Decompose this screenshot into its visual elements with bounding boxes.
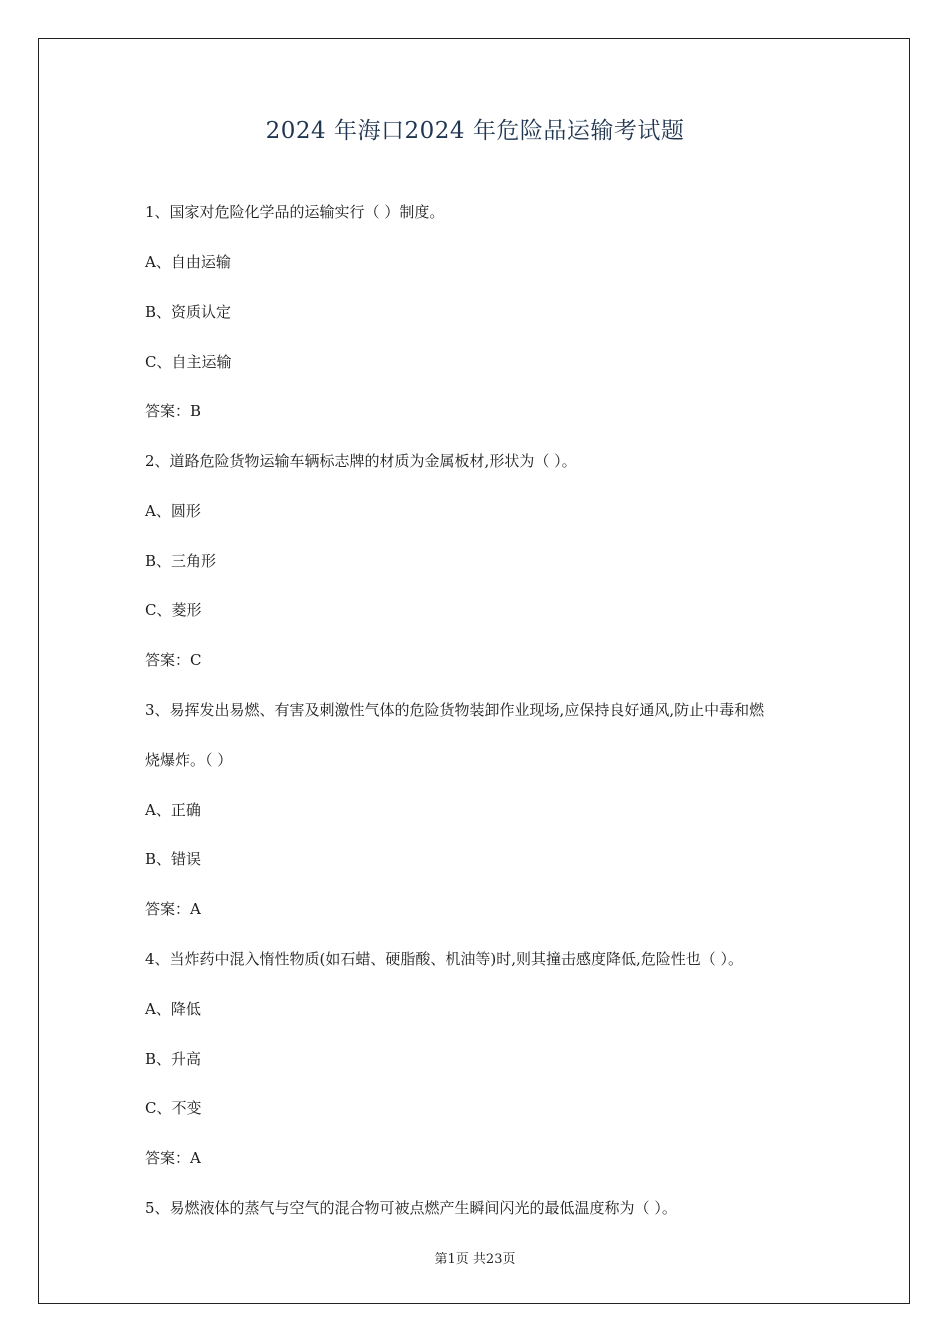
question-2-option-c: C、菱形	[145, 601, 202, 619]
question-4-option-b: B、升高	[145, 1050, 202, 1068]
question-3-answer: 答案：A	[145, 900, 201, 918]
question-1-text: 1、国家对危险化学品的运输实行（ ）制度。	[145, 203, 445, 221]
question-3-option-a: A、正确	[145, 801, 201, 819]
question-1-option-c: C、自主运输	[145, 353, 232, 371]
question-2-answer: 答案：C	[145, 651, 202, 669]
question-1-option-a: A、自由运输	[145, 253, 231, 271]
question-4-option-a: A、降低	[145, 1000, 201, 1018]
document-title: 2024 年海口2024 年危险品运输考试题	[265, 118, 685, 144]
question-2-option-b: B、三角形	[145, 552, 217, 570]
question-3-text-continued: 烧爆炸。（ ）	[145, 751, 233, 769]
page-footer: 第1页 共23页	[434, 1252, 516, 1267]
question-3-option-b: B、错误	[145, 850, 202, 868]
question-2-text: 2、道路危险货物运输车辆标志牌的材质为金属板材,形状为（ ）。	[145, 452, 577, 470]
question-4-option-c: C、不变	[145, 1099, 202, 1117]
question-5-text: 5、易燃液体的蒸气与空气的混合物可被点燃产生瞬间闪光的最低温度称为（ ）。	[145, 1199, 677, 1217]
question-3-text: 3、易挥发出易燃、有害及刺激性气体的危险货物装卸作业现场,应保持良好通风,防止中毒和燃	[145, 701, 765, 719]
question-4-text: 4、当炸药中混入惰性物质(如石蜡、硬脂酸、机油等)时,则其撞击感度降低,危险性也（ ）。	[145, 950, 744, 968]
question-4-answer: 答案：A	[145, 1149, 201, 1167]
question-2-option-a: A、圆形	[145, 502, 201, 520]
question-1-option-b: B、资质认定	[145, 303, 232, 321]
question-1-answer: 答案：B	[145, 402, 202, 420]
